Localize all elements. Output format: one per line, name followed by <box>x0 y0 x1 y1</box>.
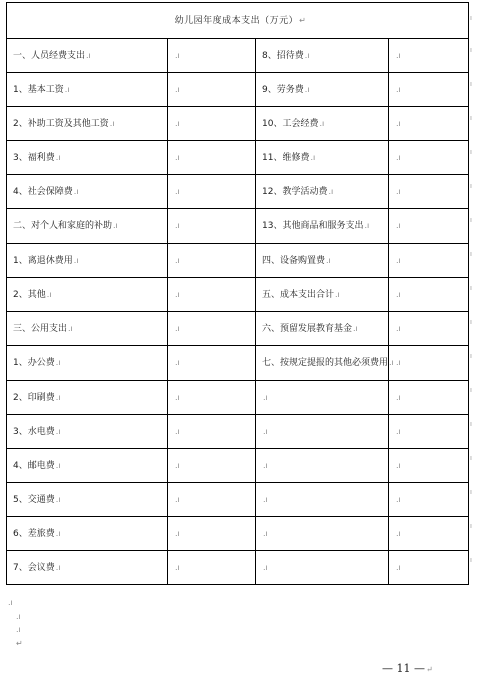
cell-mark: .ı <box>263 460 268 470</box>
amount-cell <box>389 483 469 517</box>
item-label: 6、差旅费 <box>13 528 55 539</box>
cell-mark: .ı <box>396 118 401 128</box>
amount-cell <box>389 175 469 209</box>
row-end-mark: ı <box>470 80 472 88</box>
item-label-cell <box>7 415 168 449</box>
row-end-mark: ı <box>470 216 472 224</box>
table-row <box>7 483 469 517</box>
cell-mark: .ı <box>55 460 61 470</box>
cell-mark: .ı <box>73 186 79 196</box>
row-end-mark: ı <box>470 420 472 428</box>
cell-mark: .ı <box>113 221 118 230</box>
amount-cell <box>389 415 469 449</box>
amount-cell <box>168 209 256 244</box>
amount-cell <box>389 449 469 483</box>
table-row <box>7 312 469 346</box>
cell-mark: .ı <box>109 118 115 128</box>
cell-mark: .ı <box>263 392 268 402</box>
item-label: 2、补助工资及其他工资 <box>13 118 109 129</box>
cell-mark: .ı <box>64 84 70 94</box>
item-label: 8、招待费 <box>262 50 304 61</box>
item-label-cell <box>7 551 168 585</box>
table-row <box>7 244 469 278</box>
item-label-cell <box>7 73 168 107</box>
amount-cell <box>168 483 256 517</box>
amount-cell <box>168 175 256 209</box>
item-label-cell <box>7 517 168 551</box>
row-end-mark: ı <box>470 148 472 156</box>
item-label: 1、离退休费用 <box>13 255 73 266</box>
page-number: — 11 —↵ <box>382 662 433 675</box>
cell-mark: .ı <box>68 323 73 333</box>
cell-mark: .ı <box>364 221 370 230</box>
cell-mark: .ı <box>55 358 61 367</box>
item-label-cell <box>256 551 389 585</box>
item-label-cell <box>7 312 168 346</box>
cell-mark: .ı <box>55 528 61 538</box>
item-label: 四、设备购置费 <box>262 255 326 266</box>
table-row <box>7 209 469 244</box>
item-label: 七、按规定提报的其他必须费用 <box>262 358 389 368</box>
row-end-mark: ı <box>470 182 472 190</box>
item-label-cell <box>7 39 168 73</box>
cell-mark: .ı <box>175 255 180 265</box>
item-label: 二、对个人和家庭的补助 <box>13 221 113 231</box>
table-row <box>7 551 469 585</box>
amount-cell <box>168 517 256 551</box>
item-label-cell <box>256 244 389 278</box>
cell-mark: .ı <box>46 289 52 299</box>
item-label: 12、教学活动费 <box>262 186 328 197</box>
cell-mark: .ı <box>396 289 401 299</box>
cell-mark: .ı <box>396 84 401 94</box>
cell-mark: .ı <box>326 255 331 265</box>
item-label-cell <box>7 175 168 209</box>
item-label-cell <box>7 346 168 381</box>
table-row <box>7 39 469 73</box>
row-end-mark: ı <box>470 352 472 360</box>
item-label: 5、交通费 <box>13 494 55 505</box>
cell-mark: .ı <box>396 186 401 196</box>
amount-cell <box>168 141 256 175</box>
paragraph-mark: .ı <box>8 598 13 607</box>
item-label-cell <box>256 141 389 175</box>
item-label: 4、邮电费 <box>13 460 55 471</box>
cell-mark: .ı <box>353 323 358 333</box>
item-label-cell <box>256 449 389 483</box>
amount-cell <box>168 381 256 415</box>
cell-mark: .ı <box>319 118 325 128</box>
item-label: 13、其他商品和服务支出 <box>262 221 364 231</box>
cell-mark: .ı <box>175 289 180 299</box>
cell-mark: .ı <box>396 358 401 367</box>
table-row <box>7 449 469 483</box>
amount-cell <box>168 278 256 312</box>
cell-mark: .ı <box>263 528 268 538</box>
table-row <box>7 107 469 141</box>
item-label: 11、维修费 <box>262 152 310 163</box>
item-label: 2、印刷费 <box>13 392 55 403</box>
cell-mark: .ı <box>175 562 180 572</box>
cell-mark: .ı <box>328 186 334 196</box>
item-label-cell <box>7 107 168 141</box>
item-label-cell <box>256 107 389 141</box>
table-row <box>7 415 469 449</box>
row-end-mark: ı <box>470 114 472 122</box>
cell-mark: .ı <box>396 323 401 333</box>
item-label-cell <box>256 278 389 312</box>
item-label-cell <box>256 346 394 381</box>
amount-cell <box>168 415 256 449</box>
row-end-mark: ı <box>470 46 472 54</box>
item-label: 9、劳务费 <box>262 84 304 95</box>
item-label: 一、人员经费支出 <box>13 50 86 61</box>
amount-cell <box>389 244 469 278</box>
cell-mark: .ı <box>73 255 79 265</box>
cell-mark: .ı <box>396 392 401 402</box>
cell-mark: .ı <box>55 392 61 402</box>
table-row <box>7 278 469 312</box>
amount-cell <box>389 73 469 107</box>
table-row <box>7 346 469 381</box>
item-label: 五、成本支出合计 <box>262 289 335 300</box>
amount-cell <box>389 551 469 585</box>
row-end-mark: ı <box>470 318 472 326</box>
cell-mark: .ı <box>175 460 180 470</box>
cell-mark: .ı <box>396 50 401 60</box>
item-label-cell <box>256 381 389 415</box>
cell-mark: .ı <box>396 152 401 162</box>
cell-mark: .ı <box>396 426 401 436</box>
cell-mark: .ı <box>263 494 268 504</box>
item-label-cell <box>256 483 389 517</box>
cell-mark: .ı <box>86 50 91 60</box>
table-row <box>7 141 469 175</box>
cell-mark: .ı <box>175 118 180 128</box>
item-label: 3、福利费 <box>13 152 55 163</box>
cell-mark: .ı <box>396 221 401 230</box>
item-label: 三、公用支出 <box>13 323 68 334</box>
cell-mark: .ı <box>175 50 180 60</box>
item-label-cell <box>256 312 389 346</box>
cell-mark: .ı <box>396 255 401 265</box>
paragraph-mark: .ı <box>16 625 21 634</box>
item-label: 六、预留发展教育基金 <box>262 323 353 334</box>
cell-mark: .ı <box>310 152 316 162</box>
item-label: 3、水电费 <box>13 426 55 437</box>
row-end-mark: ı <box>470 284 472 292</box>
item-label-cell <box>256 209 389 244</box>
cell-mark: .ı <box>335 289 340 299</box>
row-end-mark: ı <box>470 522 472 530</box>
amount-cell <box>168 346 256 381</box>
item-label-cell <box>7 483 168 517</box>
cell-mark: .ı <box>175 221 180 230</box>
cell-mark: .ı <box>55 426 61 436</box>
item-label-cell <box>7 209 168 244</box>
item-label-cell <box>7 278 168 312</box>
item-label-cell <box>7 449 168 483</box>
amount-cell <box>389 517 469 551</box>
cell-mark: .ı <box>55 494 61 504</box>
row-end-mark: ı <box>470 488 472 496</box>
item-label-cell <box>7 381 168 415</box>
item-label-cell <box>256 415 389 449</box>
row-end-mark: ı <box>470 386 472 394</box>
item-label: 1、办公费 <box>13 358 55 368</box>
amount-cell <box>389 346 469 381</box>
amount-cell <box>389 209 469 244</box>
amount-cell <box>168 107 256 141</box>
item-label: 1、基本工资 <box>13 84 64 95</box>
cell-mark: .ı <box>175 528 180 538</box>
cell-mark: .ı <box>175 186 180 196</box>
cell-mark: .ı <box>55 562 61 572</box>
cell-mark: .ı <box>396 528 401 538</box>
item-label: 10、工会经费 <box>262 118 319 129</box>
cell-mark: .ı <box>175 358 180 367</box>
amount-cell <box>389 312 469 346</box>
amount-cell <box>168 449 256 483</box>
paragraph-mark: ↵ <box>16 639 23 648</box>
item-label-cell <box>256 517 389 551</box>
item-label: 2、其他 <box>13 289 46 300</box>
paragraph-mark: .ı <box>16 612 21 621</box>
amount-cell <box>389 381 469 415</box>
row-end-mark: ı <box>470 250 472 258</box>
cell-mark: .ı <box>175 494 180 504</box>
cell-mark: .ı <box>304 50 310 60</box>
item-label: 7、会议费 <box>13 562 55 573</box>
cost-table <box>6 2 469 585</box>
table-row <box>7 517 469 551</box>
table-title: 幼儿园年度成本支出（万元）↵ <box>7 3 469 39</box>
cell-mark: .ı <box>396 562 401 572</box>
amount-cell <box>168 39 256 73</box>
amount-cell <box>389 39 469 73</box>
item-label-cell <box>256 175 389 209</box>
amount-cell <box>389 141 469 175</box>
cell-mark: .ı <box>175 392 180 402</box>
cell-mark: .ı <box>175 152 180 162</box>
cell-mark: .ı <box>175 323 180 333</box>
cell-mark: .ı <box>175 426 180 436</box>
item-label: 4、社会保障费 <box>13 186 73 197</box>
amount-cell <box>389 107 469 141</box>
amount-cell <box>168 244 256 278</box>
cell-mark: .ı <box>396 494 401 504</box>
cell-mark: .ı <box>55 152 61 162</box>
cell-mark: .ı <box>304 84 310 94</box>
table-row <box>7 381 469 415</box>
amount-cell <box>389 278 469 312</box>
cell-mark: .ı <box>396 460 401 470</box>
item-label-cell <box>256 39 389 73</box>
item-label-cell <box>7 141 168 175</box>
table-row <box>7 175 469 209</box>
item-label-cell <box>256 73 389 107</box>
cell-mark: .ı <box>263 562 268 572</box>
cell-mark: .ı <box>263 426 268 436</box>
amount-cell <box>168 73 256 107</box>
amount-cell <box>168 551 256 585</box>
cell-mark: .ı <box>175 84 180 94</box>
amount-cell <box>168 312 256 346</box>
row-end-mark: ı <box>470 454 472 462</box>
row-end-mark: ı <box>470 14 472 22</box>
row-end-mark: ı <box>470 556 472 564</box>
table-row <box>7 73 469 107</box>
cell-mark: .ı <box>389 358 394 367</box>
item-label-cell <box>7 244 168 278</box>
